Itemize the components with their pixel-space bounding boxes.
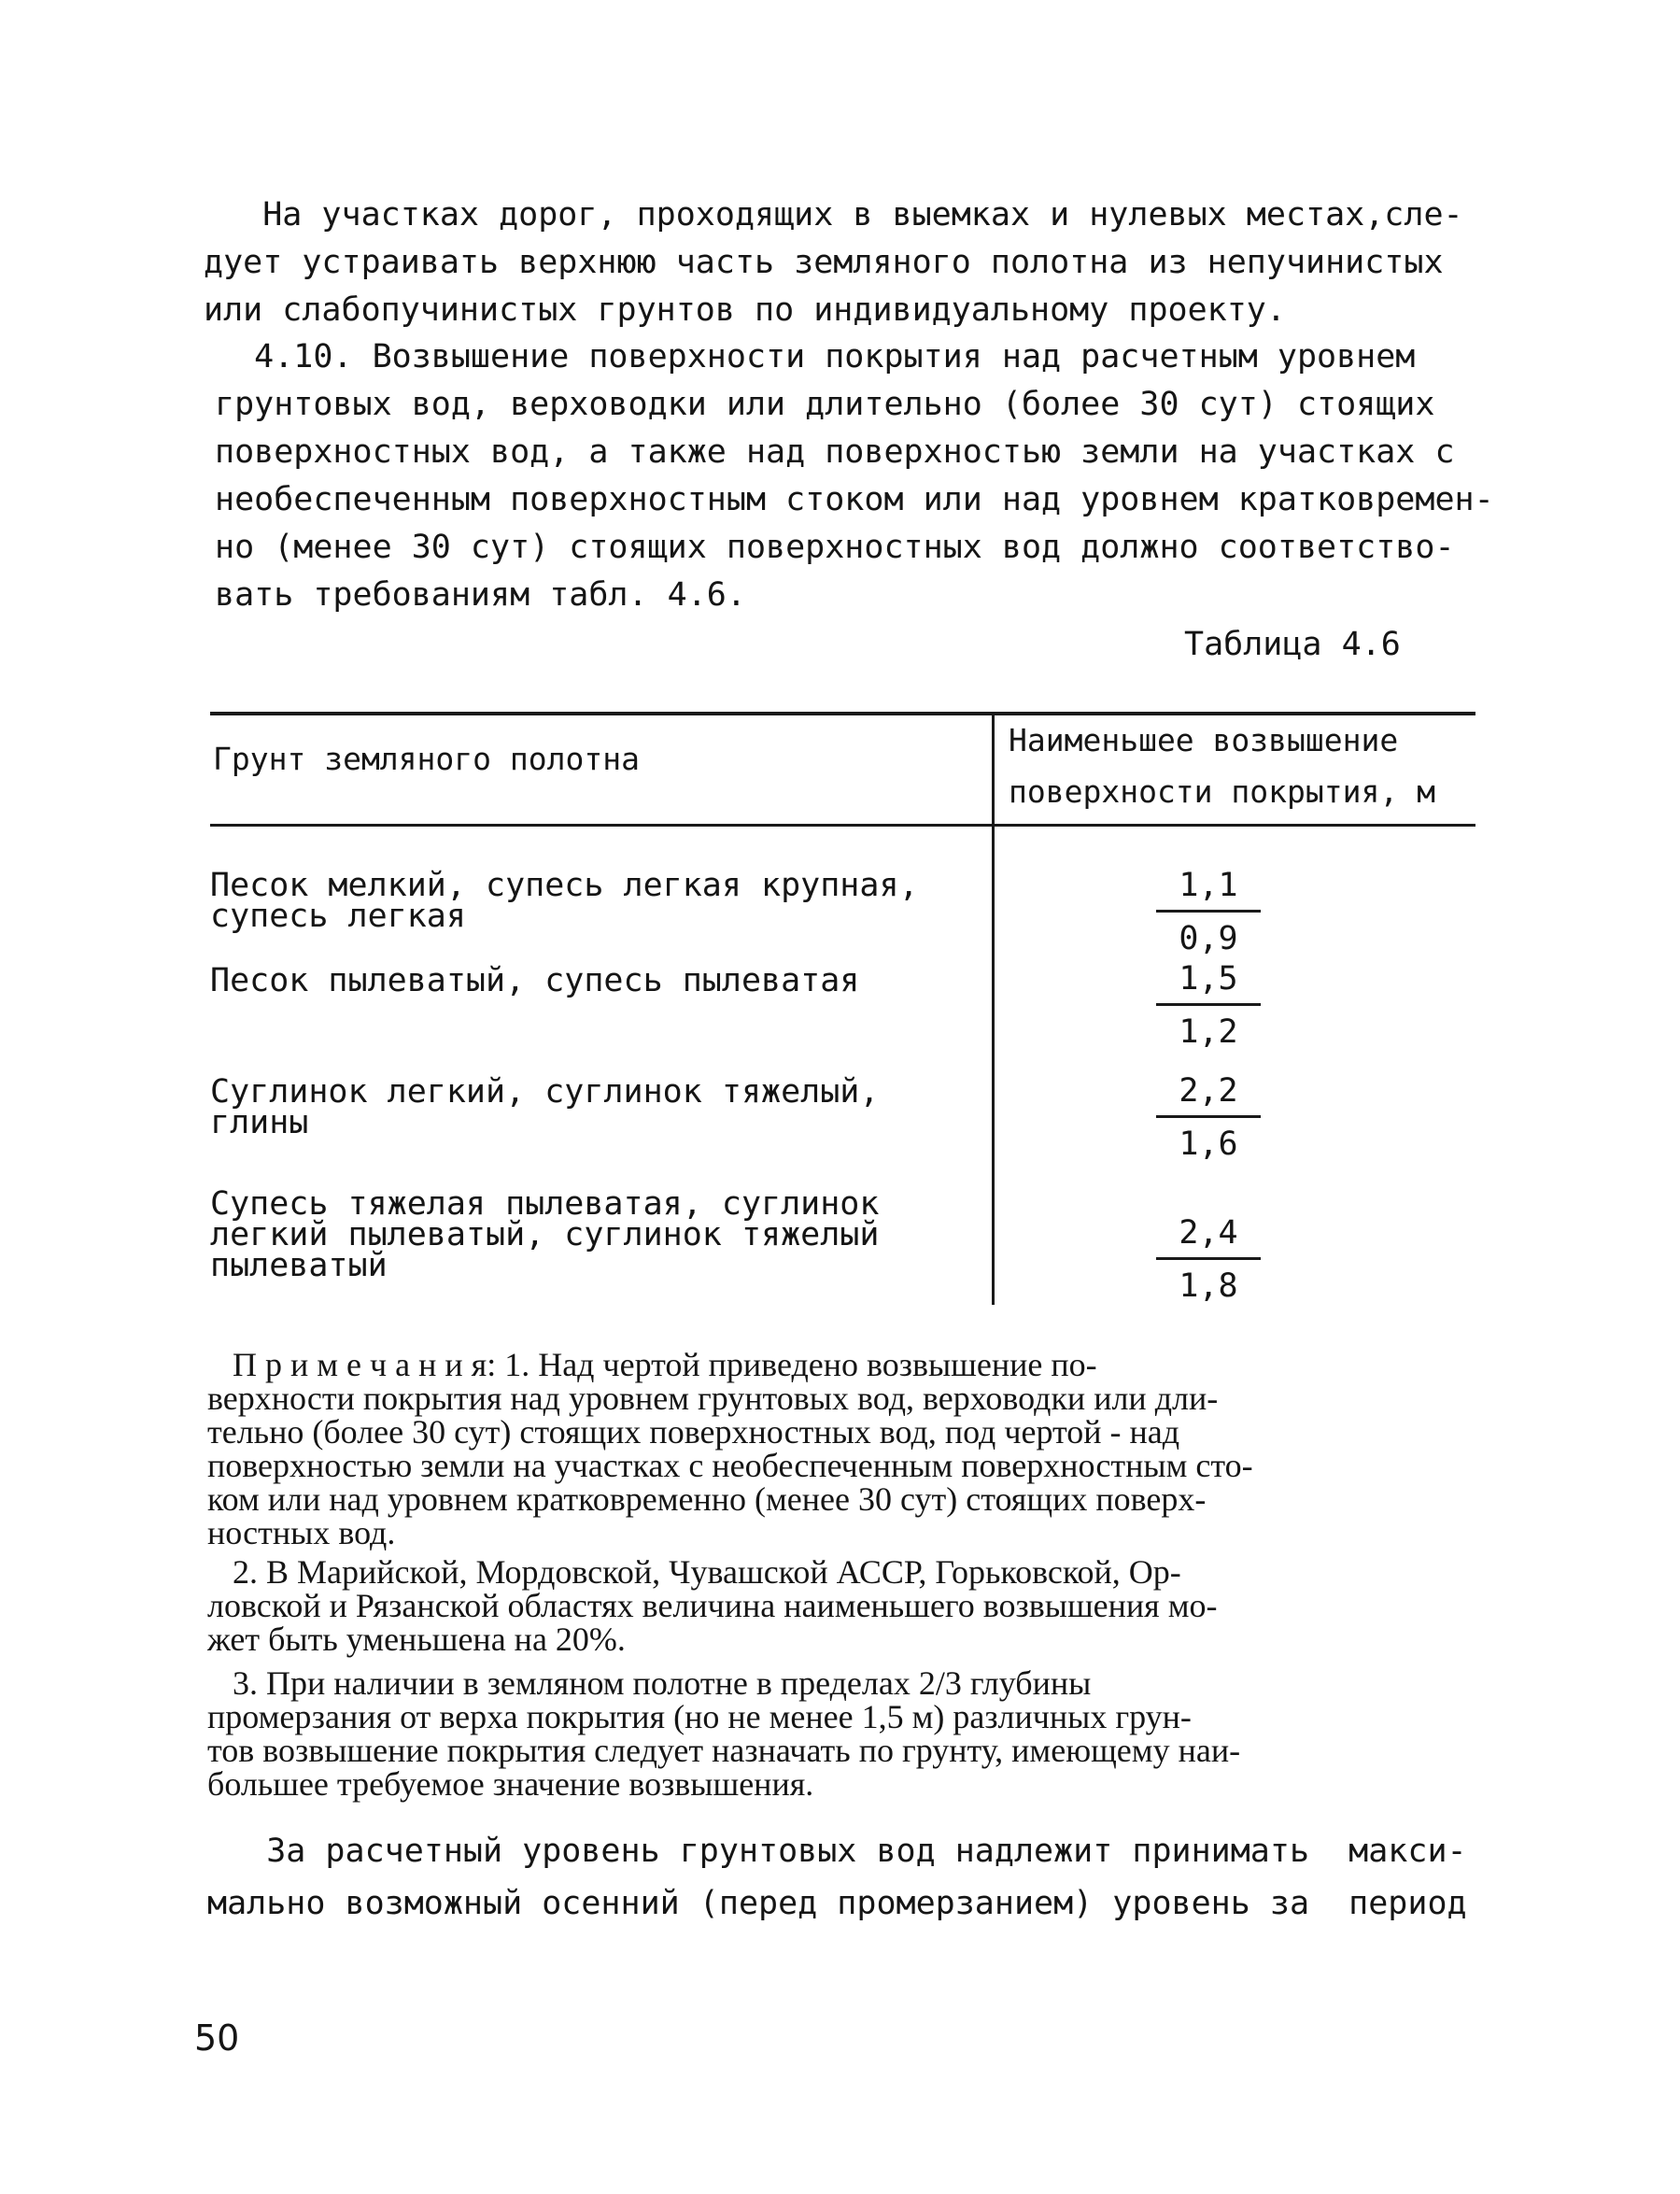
text-line: дует устраивать верхнюю часть земляного полотна из непучинистых — [204, 244, 1444, 281]
page-number: 50 — [194, 2017, 240, 2059]
text-line: На участках дорог, проходящих в выемках и нулевых местах,сле- — [204, 196, 1463, 234]
table-header-soil: Грунт земляного полотна — [213, 741, 640, 777]
text-line: тов возвышение покрытия следует назначать по грунту, имеющему наи- — [207, 1732, 1241, 1769]
intro-paragraph — [204, 191, 1463, 334]
text-line: 2. В Марийской, Мордовской, Чувашской АССР, Горьковской, Ор- — [207, 1553, 1181, 1591]
value-above-line: 1,5 — [1179, 960, 1238, 998]
text-line: пылеватый — [210, 1247, 388, 1284]
table-row-value — [1156, 1069, 1261, 1167]
text-line: Суглинок легкий, суглинок тяжелый, — [210, 1073, 880, 1111]
text-line: большее требуемое значение возвышения. — [207, 1765, 814, 1803]
table-row-soil — [210, 867, 919, 935]
text-line: но (менее 30 сут) стоящих поверхностных вод должно соответство- — [215, 529, 1455, 566]
text-line: верхности покрытия над уровнем грунтовых вод, верховодки или дли- — [207, 1380, 1219, 1417]
table-header-elevation — [1009, 715, 1435, 817]
text-line: ловской и Рязанской областях величина наименьшего возвышения мо- — [207, 1587, 1218, 1624]
text-line: Песок пылеватый, супесь пылеватая — [210, 962, 860, 999]
closing-paragraph — [207, 1825, 1467, 1930]
value-above-line: 1,1 — [1179, 867, 1238, 904]
table-row-soil — [210, 1073, 880, 1141]
note-1 — [207, 1348, 1253, 1550]
value-below-line: 1,8 — [1179, 1267, 1238, 1305]
text-line: 3. При наличии в земляном полотне в пределах 2/3 глубины — [207, 1664, 1092, 1702]
table-row-soil — [210, 962, 860, 999]
text-line: тельно (более 30 сут) стоящих поверхностных вод, под чертой - над — [207, 1413, 1180, 1451]
note-2 — [207, 1555, 1218, 1656]
text-line: П р и м е ч а н и я: 1. Над чертой приведено возвышение по- — [207, 1346, 1097, 1383]
table-row-value — [1156, 863, 1261, 961]
text-line: поверхностных вод, а также над поверхностью земли на участках с — [215, 433, 1455, 471]
text-line: или слабопучинистых грунтов по индивидуальному проекту. — [204, 291, 1286, 329]
text-line: Супесь тяжелая пылеватая, суглинок — [210, 1185, 880, 1223]
value-below-line: 1,2 — [1179, 1013, 1238, 1051]
value-below-line: 0,9 — [1179, 920, 1238, 957]
value-above-line: 2,2 — [1179, 1072, 1238, 1110]
text-line: За расчетный уровень грунтовых вод надлежит принимать макси- — [207, 1833, 1467, 1870]
text-line: поверхностью земли на участках с необеспеченным поверхностным сто- — [207, 1447, 1253, 1484]
value-below-line: 1,6 — [1179, 1125, 1238, 1163]
table-row-value — [1156, 956, 1261, 1055]
table-column-divider — [992, 712, 995, 1305]
note-3 — [207, 1666, 1240, 1801]
fraction-bar — [1156, 1003, 1261, 1006]
fraction-bar — [1156, 910, 1261, 913]
text-line: жет быть уменьшена на 20%. — [207, 1621, 626, 1658]
value-above-line: 2,4 — [1179, 1214, 1238, 1252]
table-row-soil — [210, 1185, 880, 1284]
text-line: супесь легкая — [210, 898, 466, 935]
text-line: промерзания от верха покрытия (но не менее 1,5 м) различных грун- — [207, 1698, 1192, 1735]
text-line: вать требованиям табл. 4.6. — [215, 576, 746, 614]
text-line: глины — [210, 1104, 309, 1141]
header-line: Наименьшее возвышение — [1009, 722, 1399, 758]
table-header-rule — [210, 824, 1475, 827]
text-line: Песок мелкий, супесь легкая крупная, — [210, 867, 919, 904]
text-line: ностных вод. — [207, 1514, 396, 1551]
text-line: легкий пылеватый, суглинок тяжелый — [210, 1216, 880, 1253]
text-line: мально возможный осенний (перед промерзанием) уровень за период — [207, 1885, 1467, 1922]
table-row-value — [1156, 1210, 1261, 1309]
header-line: поверхности покрытия, м — [1009, 773, 1435, 810]
text-line: ком или над уровнем кратковременно (менее 30 сут) стоящих поверх- — [207, 1480, 1207, 1518]
text-line: грунтовых вод, верховодки или длительно (более 30 сут) стоящих — [215, 386, 1435, 423]
text-line: 4.10. Возвышение поверхности покрытия над расчетным уровнем — [215, 338, 1416, 375]
text-line: необеспеченным поверхностным стоком или над уровнем кратковремен- — [215, 481, 1494, 518]
fraction-bar — [1156, 1115, 1261, 1118]
table-caption: Таблица 4.6 — [1184, 626, 1401, 663]
fraction-bar — [1156, 1257, 1261, 1260]
section-4-10-paragraph — [215, 333, 1494, 619]
